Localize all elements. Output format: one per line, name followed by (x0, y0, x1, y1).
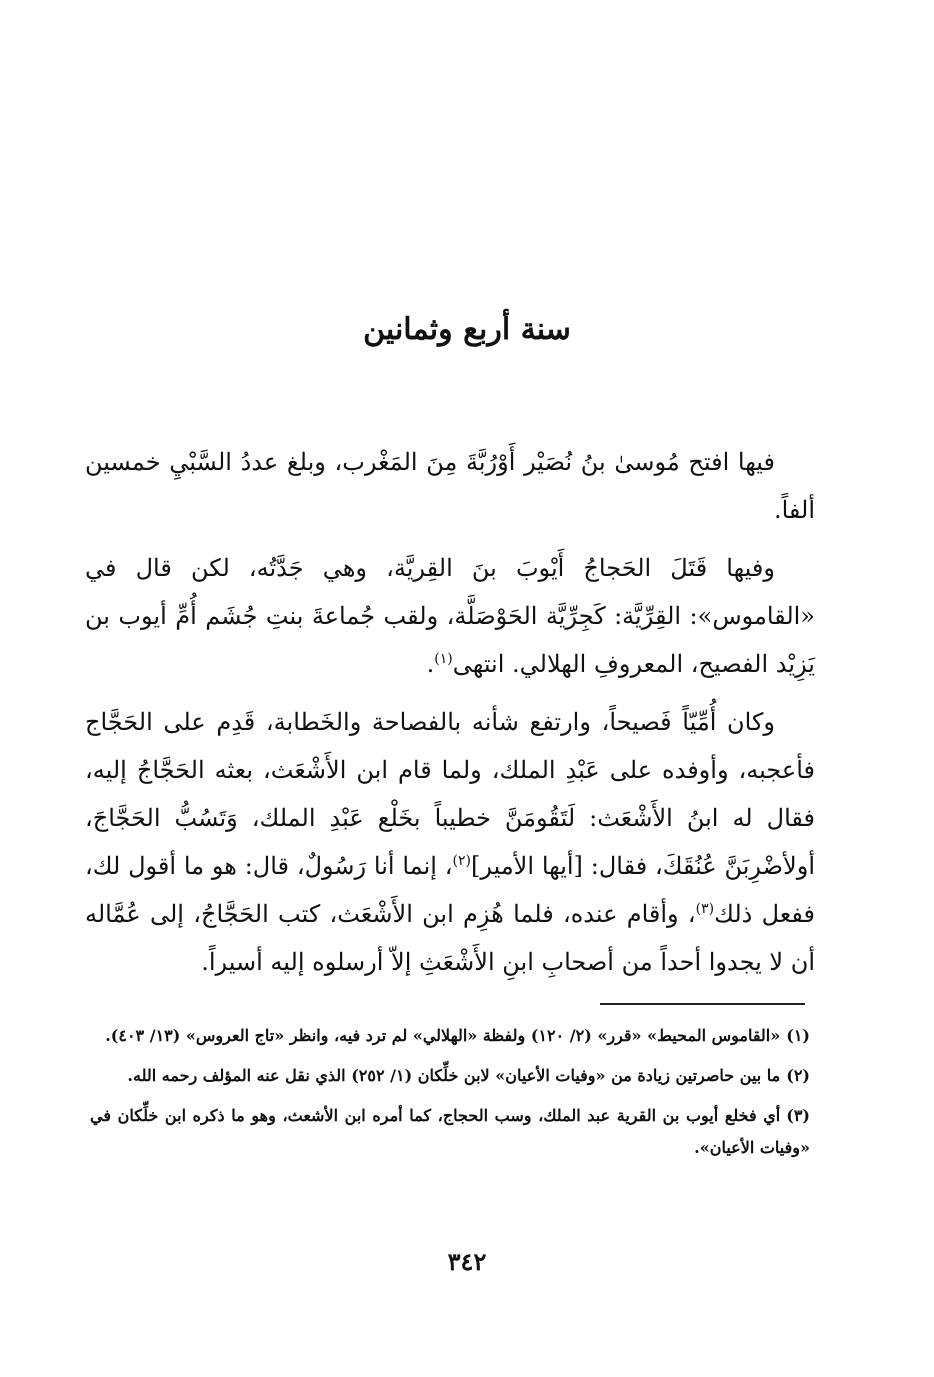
paragraph-3 (85, 698, 815, 986)
paragraph-2 (85, 544, 815, 688)
main-text (85, 438, 815, 996)
footnote-text: ما بين حاصرتين زيادة من «وفيات الأعيان» لابن خلِّكان (١/ ٢٥٢) الذي نقل عنه المؤلف رحمه الله. (127, 1066, 781, 1085)
footnote-1 (90, 1020, 810, 1052)
paragraph-text: وفيها قَتَلَ الحَجاجُ أَيْوبَ بنَ القِريَّة، وهي جَدَّتُه، لكن قال في «القاموس»: القِرِّيَّة: كَجِرِّيَّة الحَوْصَلَّة، ولقب جُماعةَ بنتِ جُشَم أُمِّ أيوب بن يَزِيْد الفصيح، المعروفِ الهلالي. انتهى (85, 554, 815, 678)
paragraph-text-end: ، وأقام عنده، فلما هُزِم ابن الأَشْعَث، كتب الحَجَّاجُ، إلى عُمَّاله أن لا يجدوا أحداً من أصحابِ ابنِ الأَشْعَثِ إلاّ أرسلوه إليه أسيراً. (85, 900, 815, 976)
paragraph-text-end: . (426, 650, 435, 678)
footnote-separator (600, 1003, 805, 1005)
footnote-text: أي فخلع أيوب بن القرية عبد الملك، وسب الحجاج، كما أمره ابن الأشعث، وهو ما ذكره ابن خلِّكان في «وفيات الأعيان». (90, 1106, 810, 1157)
footnote-ref-1[interactable]: (١) (434, 651, 453, 667)
paragraph-text: فيها افتح مُوسىٰ بنُ نُصَيْر أَوْرُبَّةَ مِنَ المَغْرب، وبلغ عددُ السَّبْيِ خمسين ألفاً. (85, 448, 815, 524)
footnote-number: (٣) (786, 1106, 810, 1125)
footnote-2 (90, 1060, 810, 1092)
footnote-3 (90, 1100, 810, 1164)
footnote-ref-3[interactable]: (٣) (695, 901, 715, 917)
footnote-text: «القاموس المحيط» «قرر» (٢/ ١٢٠) ولفظة «الهلالي» لم ترد فيه، وانظر «تاج العروس» (١٣/ ٤٠٣). (105, 1026, 781, 1045)
footnote-ref-2[interactable]: (٢) (452, 853, 471, 869)
footnote-number: (١) (786, 1026, 810, 1045)
chapter-title: سنة أربع وثمانين (363, 312, 571, 347)
paragraph-text: وكان أُمِّيّاً فَصيحاً، وارتفع شأنه بالفصاحة والخَطابة، قَدِم على الحَجَّاج فأعجبه، وأوفده على عَبْدِ الملك، ولما قام ابن الأَشْعَث، بعثه الحَجَّاجُ إليه، فقال له ابنُ الأَشْعَث: لَتَقُومَنَّ خطيباً بخَلْع عَبْدِ الملك، وَتَسُبُّ الحَجَّاجَ، أولأضْرِبَنَّ عُنُقَكَ، فقال: [أيها الأمير] (85, 708, 815, 880)
footnotes (90, 1020, 810, 1172)
paragraph-1 (85, 438, 815, 534)
paragraph-text-cont: ، إنما أنا رَسُولٌ، قال: هو ما أقول لك، ففعل ذلك (85, 852, 815, 928)
page-number: ٣٤٢ (447, 1247, 487, 1276)
footnote-number: (٢) (786, 1066, 810, 1085)
